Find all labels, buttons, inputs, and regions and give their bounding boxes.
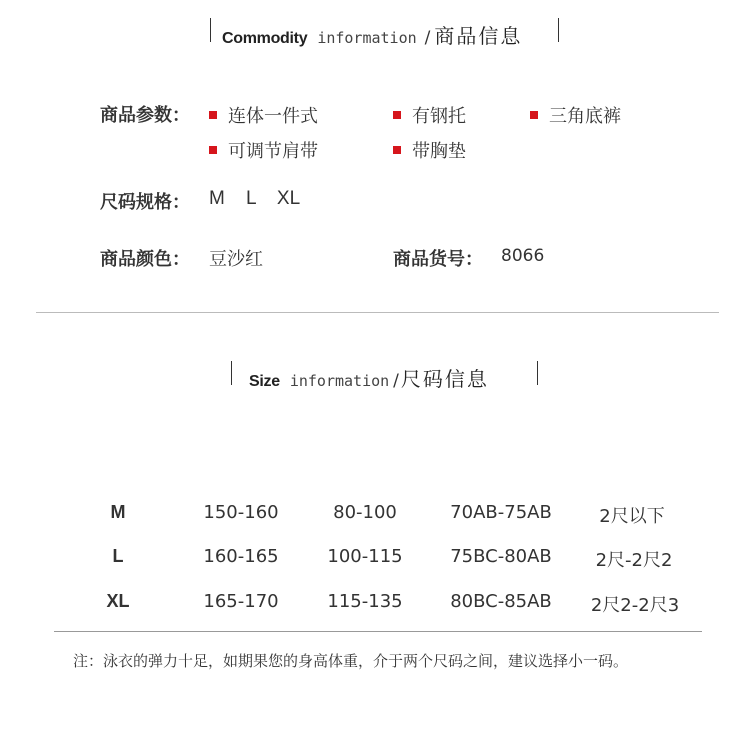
bust-cell: 80BC-85AB [450,591,552,612]
bust-cell: 70AB-75AB [450,502,552,523]
feature-item [393,137,466,163]
size-spec-label: 尺码规格： [100,192,190,213]
height-cell: 160-165 [203,546,279,567]
feature-item [393,102,466,128]
item-no-value: 8066 [501,246,545,266]
item-no-label: 商品货号： [393,249,483,270]
bullet-square-icon [393,111,401,119]
size-spec-value: M L XL [209,188,301,209]
waist-cell: 2尺-2尺2 [595,550,673,571]
size-cell: L [112,546,124,566]
footnote: 注：泳衣的弹力十足，如期果您的身高体重，介于两个尺码之间，建议选择小一码。 [73,652,629,670]
feature-item [530,102,621,128]
size-cell: M [110,502,126,522]
commodity-header [222,20,522,49]
bullet-square-icon [393,146,401,154]
commodity-header-en-bold: Commodity [222,30,308,47]
feature-item [209,102,318,128]
height-cell: 150-160 [203,502,279,523]
size-header-cn: 尺码信息 [400,367,489,391]
header-left-bar [210,18,211,42]
section-divider [36,312,719,313]
feature-text: 带胸垫 [412,141,466,162]
bullet-square-icon [530,111,538,119]
feature-text: 三角底裤 [549,106,621,127]
commodity-header-cn: 商品信息 [434,24,523,48]
feature-item [209,137,318,163]
feature-text: 可调节肩带 [228,141,318,162]
feature-text: 有钢托 [412,106,466,127]
size-header [249,363,489,392]
weight-cell: 115-135 [327,591,403,612]
size-cell: XL [106,591,130,611]
waist-cell: 2尺以下 [599,506,665,527]
size-header-right-bar [537,361,538,385]
size-header-en-light: information [289,372,390,390]
bullet-square-icon [209,111,217,119]
bullet-square-icon [209,146,217,154]
commodity-header-en-light: information [317,29,417,47]
color-value: 豆沙红 [209,249,263,270]
size-header-en-bold: Size [249,373,280,390]
commodity-header-sep: / [424,28,431,48]
params-label: 商品参数： [100,105,190,126]
table-bottom-divider [54,631,702,632]
height-cell: 165-170 [203,591,279,612]
weight-cell: 80-100 [333,502,397,523]
size-header-sep: / [393,371,399,391]
feature-text: 连体一件式 [228,106,318,127]
waist-cell: 2尺2-2尺3 [590,595,680,616]
color-label: 商品颜色： [100,249,190,270]
bust-cell: 75BC-80AB [450,546,552,567]
weight-cell: 100-115 [327,546,403,567]
header-right-bar [558,18,559,42]
size-header-left-bar [231,361,232,385]
